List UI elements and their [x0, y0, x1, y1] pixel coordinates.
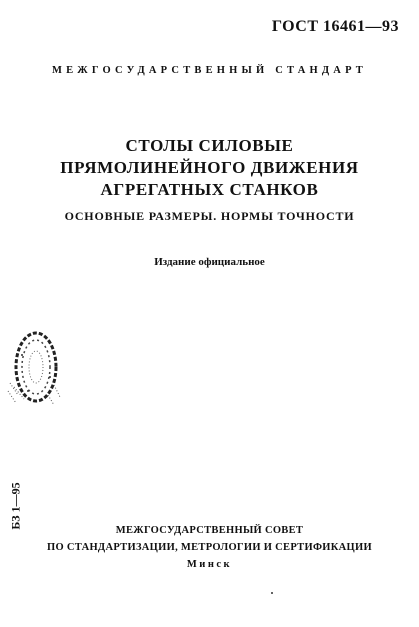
publisher-line-2: ПО СТАНДАРТИЗАЦИИ, МЕТРОЛОГИИ И СЕРТИФИКАЦИИ — [47, 542, 372, 553]
title-line-3: АГРЕГАТНЫХ СТАНКОВ — [100, 180, 319, 199]
publisher-city: Минск — [186, 559, 233, 570]
standard-type-heading: МЕЖГОСУДАРСТВЕННЫЙ СТАНДАРТ — [51, 65, 368, 76]
title-line-2: ПРЯМОЛИНЕЙНОГО ДВИЖЕНИЯ — [60, 158, 359, 177]
publisher-line-1: МЕЖГОСУДАРСТВЕННЫЙ СОВЕТ — [115, 525, 304, 536]
document-subtitle: ОСНОВНЫЕ РАЗМЕРЫ. НОРМЫ ТОЧНОСТИ — [64, 209, 355, 223]
title-line-1: СТОЛЫ СИЛОВЫЕ — [125, 136, 294, 155]
print-speck — [271, 592, 273, 594]
side-code-text: БЗ 1—95 — [8, 482, 23, 530]
edition-label: Издание официальное — [154, 256, 265, 268]
gost-number: ГОСТ 16461—93 — [271, 18, 399, 35]
document-title-block — [0, 135, 419, 224]
publisher-block — [0, 522, 419, 573]
library-stamp-icon — [4, 325, 68, 415]
